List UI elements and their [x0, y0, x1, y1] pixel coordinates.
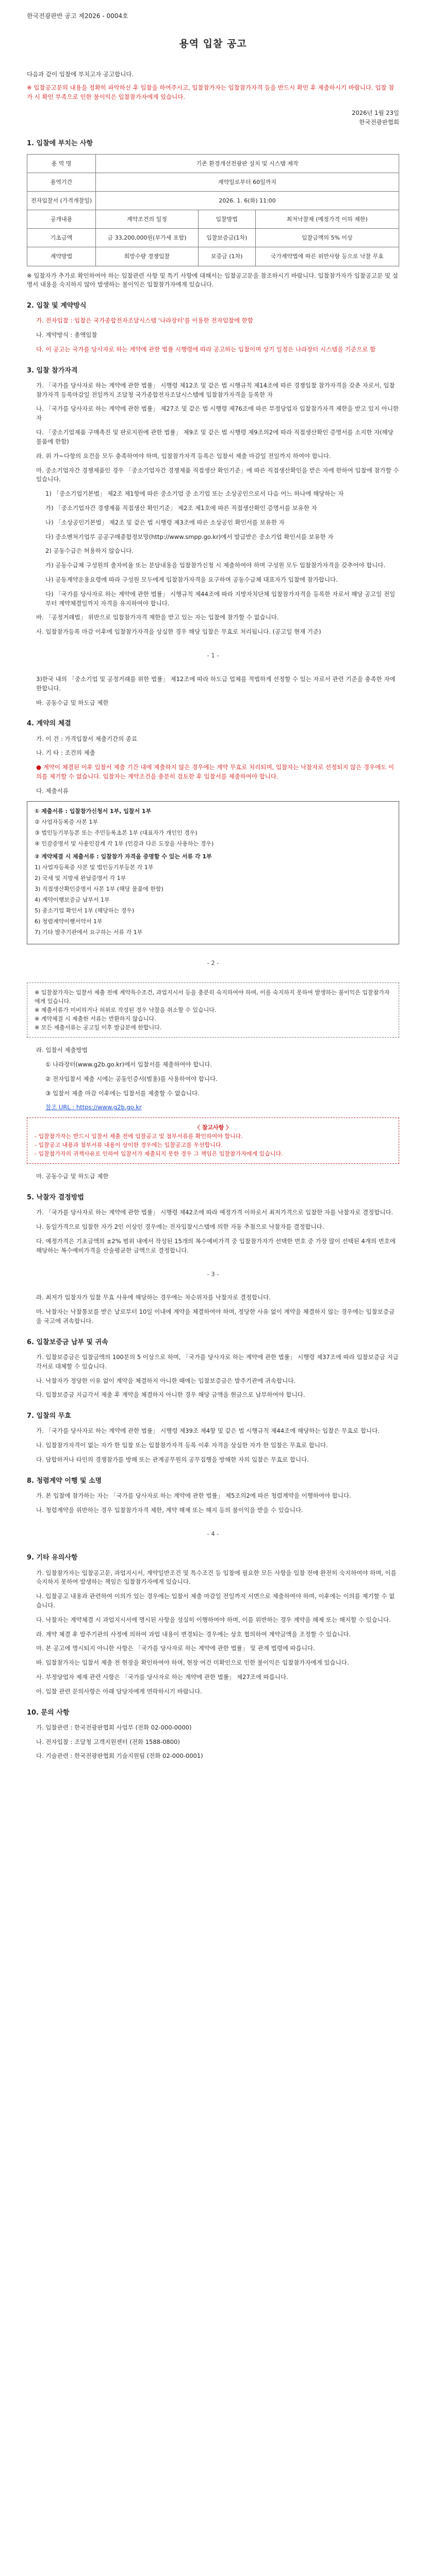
box-heading: 〈 참고사항 〉: [194, 1124, 232, 1131]
list-item: 다. 예정가격은 기초금액의 ±2% 범위 내에서 작성된 15개의 복수예비가격 중 입찰참가자가 선택한 번호 중 가장 많이 선택된 4개의 번호에 해당하는 복수예비가격을 산술평균한 금액으로 결정합니다.: [36, 1238, 396, 1254]
intro-warning: ※ 입찰공고문의 내용을 정확히 파악하신 후 입찰을 하여주시고, 입찰참가자는 입찰참가자격 등을 반드시 확인 후 제출하시기 바랍니다. 입찰 참가 시 확인 부족으로 인한 불이익은 입찰참가자에게 있습니다.: [27, 83, 395, 100]
table-row: [27, 155, 399, 173]
list-item: 나) 「소상공인기본법」 제2조 및 같은 법 시행령 제3조에 따른 소상공인 확인서를 보유한 자: [45, 518, 285, 526]
list-item: 가. 입찰참가자는 입찰공고문, 과업지시서, 계약일반조건 및 특수조건 등 입찰에 필요한 모든 사항을 입찰 전에 완전히 숙지하여야 하며, 이를 숙지하지 못하여 발생하는 책임은 입찰참가자에게 있습니다.: [36, 1569, 397, 1586]
sub-title: 다. 제출서류: [36, 787, 69, 794]
list-item: 가) 「중소기업자간 경쟁제품 직접생산 확인기준」 제2조 제1호에 따른 직접생산확인 증명서를 보유한 자: [45, 504, 317, 512]
list-item: 나. 계약방식 : 총액입찰: [36, 331, 97, 339]
table-cell: 입찰보증금(1차): [198, 229, 255, 247]
list-item: ③ 입찰서 제출 마감 이후에는 입찰서를 제출할 수 없습니다.: [45, 1089, 200, 1097]
bid-info-table: [27, 154, 399, 266]
list-item: 다. 이 공고는 국가를 당사자로 하는 계약에 관한 법률 시행령에 따라 공고하는 입찰이며 상기 일정은 나라장터 시스템을 기준으로 함: [36, 345, 376, 353]
list-item: 마. 공동수급 및 하도급 제한: [36, 1173, 109, 1180]
table-row: [27, 192, 399, 210]
list-item: 라. 최저가 입찰자가 입찰 무효 사유에 해당하는 경우에는 차순위자를 낙찰자로 결정합니다.: [36, 1294, 271, 1301]
list-item: 나. 「국가를 당사자로 하는 계약에 관한 법률」 제27조 및 같은 법 시행령 제76조에 따른 부정당업자 입찰참가자격 제한을 받고 있지 아니한 자: [36, 405, 399, 422]
table-label: 용 역 명: [27, 155, 96, 173]
section-10-title: 10. 문의 사항: [27, 1708, 70, 1717]
page-number: - 3 -: [207, 1270, 219, 1278]
paragraph: 3)한국 내의 「중소기업 및 공정거래를 위한 법률」 제12조에 따라 하도급 업체를 적법하게 선정할 수 있는 자로서 관련 기준을 충족한 자에 한합니다.: [36, 675, 396, 692]
box-line: 6) 청렴계약이행서약서 1부: [35, 918, 103, 925]
list-item: ① 나라장터(www.g2b.go.kr)에서 입찰서를 제출하여야 합니다.: [45, 1060, 212, 1068]
section-2-title: 2. 입찰 및 계약방식: [27, 302, 87, 310]
list-item: 마. 낙찰자는 낙찰통보를 받은 날로부터 10일 이내에 계약을 체결하여야 하며, 정당한 사유 없이 계약을 체결하지 않는 경우에는 입찰보증금을 국고에 귀속합니다.: [36, 1308, 395, 1325]
box-line: - 입찰공고 내용과 첨부서류 내용이 상이한 경우에는 입찰공고를 우선합니다.: [35, 1142, 223, 1149]
list-item: 라. 입찰서 제출방법: [36, 1046, 88, 1054]
box-heading: ① 제출서류 : 입찰참가신청서 1부, 입찰서 1부: [35, 807, 152, 815]
table-cell: 국가계약법에 따른 위반사항 등으로 낙찰 무효: [255, 247, 399, 266]
reference-box: [27, 1117, 399, 1164]
table-cell: 입찰방법: [198, 210, 255, 229]
section-4-title: 4. 계약의 체결: [27, 720, 71, 728]
list-item: 다. 「중소기업제품 구매촉진 및 판로지원에 관한 법률」 제9조 및 같은 법 시행령 제9조의2에 따라 직접생산확인 증명서를 소지한 자(해당 물품에 한함): [36, 429, 394, 445]
table-row: [27, 173, 399, 192]
list-item: 라. 계약 체결 후 발주기관의 사정에 의하여 과업 내용이 변경되는 경우에는 상호 협의하여 계약금액을 조정할 수 있습니다.: [36, 1630, 351, 1638]
table-cell: 최저낙찰제 (예정가격 이하 제한): [255, 210, 399, 229]
g2b-link[interactable]: 참조 URL : https://www.g2b.go.kr: [45, 1104, 142, 1111]
section-5-title: 5. 낙찰자 결정방법: [27, 1194, 84, 1202]
list-item: 다) 중소벤처기업부 공공구매종합정보망(http://www.smpp.go.kr)에서 발급받은 중소기업 확인서를 보유한 자: [45, 533, 334, 540]
list-item: 다. 기술관련 : 한국전광판협회 기술지원팀 (전화 02-000-0001): [36, 1752, 203, 1760]
box-line: - 입찰참가자는 반드시 입찰서 제출 전에 입찰공고 및 첨부서류를 확인하여야 합니다.: [35, 1133, 243, 1140]
intro-text: 다음과 같이 입찰에 부치고자 공고합니다.: [27, 71, 134, 78]
box-line: ※ 입찰참가자는 입찰서 제출 전에 계약특수조건, 과업지시서 등을 충분히 숙지하여야 하며, 이를 숙지하지 못하여 발생하는 불이익은 입찰참가자에게 있습니다.: [35, 989, 390, 1005]
box-line: ② 사업자등록증 사본 1부: [35, 818, 98, 825]
list-item: 나. 기 타 : 조건의 제출: [36, 749, 95, 757]
box-heading: ② 계약체결 시 제출서류 : 입찰참가 자격을 증명할 수 있는 서류 각 1부: [35, 853, 212, 860]
sub-title: 2) 공동수급은 허용하지 않습니다.: [45, 547, 134, 555]
box-line: ※ 계약체결 시 제출한 서류는 반환하지 않습니다.: [35, 1015, 156, 1023]
issuer-name: 한국전광판협회: [359, 118, 399, 126]
box-line: 5) 중소기업 확인서 1부 (해당하는 경우): [35, 907, 135, 914]
list-item: 나. 입찰공고 내용과 관련하여 이의가 있는 경우에는 입찰서 제출 마감일 전일까지 서면으로 제출하여야 하며, 이후에는 이의를 제기할 수 없습니다.: [36, 1592, 395, 1609]
list-item: 아. 입찰 관련 문의사항은 아래 담당자에게 연락하시기 바랍니다.: [36, 1687, 202, 1695]
section-6-title: 6. 입찰보증금 납부 및 귀속: [27, 1338, 108, 1346]
table-label: 전자입찰서 (가격개찰일): [27, 192, 96, 210]
table-cell: 입찰금액의 5% 이상: [255, 229, 399, 247]
list-item: 가. 「국가를 당사자로 하는 계약에 관한 법률」 시행령 제39조 제4항 및 같은 법 시행규칙 제44조에 해당하는 입찰은 무효로 합니다.: [36, 1427, 380, 1435]
section-1-title: 1. 입찰에 부치는 사항: [27, 140, 93, 148]
list-item: 마. 중소기업자간 경쟁제품인 경우 「중소기업자간 경쟁제품 직접생산 확인기준」에 따른 직접생산확인을 받은 자에 한하여 입찰에 참가할 수 있습니다.: [36, 466, 399, 483]
box-line: 1) 사업자등록증 사본 및 법인등기부등본 각 1부: [35, 863, 154, 871]
list-item: 나. 전자입찰 : 조달청 고객지원센터 (전화 1588-0800): [36, 1738, 180, 1745]
section-8-title: 8. 청렴계약 이행 및 소명: [27, 1477, 102, 1485]
table-cell: 계약조건의 일정: [96, 210, 199, 229]
table-row: [27, 210, 399, 229]
table-label: 용역기간: [27, 173, 96, 192]
table-label: 계약방법: [27, 247, 96, 266]
list-item: 가. 「국가를 당사자로 하는 계약에 관한 법률」 시행령 제42조에 따라 예정가격 이하로서 최저가격으로 입찰한 자를 낙찰자로 결정합니다.: [36, 1209, 394, 1216]
warning-text: ● 계약이 체결된 이후 입찰서 제출 기간 내에 제출하지 않은 경우에는 계약 무효로 처리되며, 입찰자는 낙찰자로 선정되지 않은 경우에도 이의를 제기할 수 없습니다. 입찰자는 계약조건을 충분히 검토한 후 입찰서를 제출하여야 합니다.: [36, 764, 395, 780]
list-item: 바. 입찰참가자는 입찰서 제출 전 현장을 확인하여야 하며, 현장 여건 미확인으로 인한 불이익은 입찰참가자에게 있습니다.: [36, 1659, 349, 1667]
section-1-note: ※ 입찰자가 추가로 확인하여야 하는 입찰관련 사항 및 특기 사항에 대해서는 입찰공고문을 참조하시기 바랍니다. 입찰참가자가 입찰공고문 및 설명서 내용을 숙지하지 않아 발생하는 불이익은 입찰참가자에게 있습니다.: [27, 272, 398, 289]
list-item: 다. 담합하거나 타인의 경쟁참가를 방해 또는 관계공무원의 공무집행을 방해한 자의 입찰은 무효로 합니다.: [36, 1456, 309, 1464]
list-item: 나. 입찰참가자격이 없는 자가 한 입찰 또는 입찰참가자격 등록 이후 자격을 상실한 자가 한 입찰은 무효로 합니다.: [36, 1442, 328, 1449]
list-item: 가. 입찰보증금은 입찰금액의 100분의 5 이상으로 하며, 「국가를 당사자로 하는 계약에 관한 법률」 시행령 제37조에 따라 입찰보증금 지급각서로 대체할 수 있습니다.: [36, 1353, 399, 1370]
box-line: 3) 직접생산확인증명서 사본 1부 (해당 물품에 한함): [35, 885, 163, 892]
page-number: - 1 -: [207, 652, 219, 659]
table-value: 계약일로부터 60일까지: [96, 173, 399, 192]
box-line: ④ 인감증명서 및 사용인감계 각 1부 (인감과 다른 도장을 사용하는 경우): [35, 840, 214, 847]
list-item: 가. 본 입찰에 참가하는 자는 「국가를 당사자로 하는 계약에 관한 법률」 제5조의2에 따른 청렴계약을 이행하여야 합니다.: [36, 1492, 351, 1499]
table-cell: 보증금 (1차): [198, 247, 255, 266]
list-item: 가. 입찰관련 : 한국전광판협회 사업부 (전화 02-000-0000): [36, 1723, 192, 1731]
list-item: 다) 「국가를 당사자로 하는 계약에 관한 법률」 시행규칙 제44조에 따라 지방자치단체 입찰참가자격을 등록한 자로서 해당 공고일 전일부터 계약체결일까지 자격을 유지하여야 합니다.: [45, 590, 396, 607]
list-item: 다. 입찰보증금 지급각서 제출 후 계약을 체결하지 아니한 경우 해당 금액을 현금으로 납부하여야 합니다.: [36, 1391, 305, 1399]
sub-title: 1) 「중소기업기본법」 제2조 제1항에 따른 중소기업 중 소기업 또는 소상공인으로서 다음 어느 하나에 해당하는 자: [45, 490, 344, 498]
list-item: 다. 낙찰자는 계약체결 시 과업지시서에 명시된 사항을 성실히 이행하여야 하며, 이를 위반하는 경우 계약을 해제 또는 해지할 수 있습니다.: [36, 1616, 391, 1623]
box-line: 4) 계약이행보증금 납부서 1부: [35, 896, 110, 903]
table-label: 기초금액: [27, 229, 96, 247]
document-title: 용역 입찰 공고: [179, 38, 247, 49]
page-number: - 2 -: [207, 959, 219, 967]
list-item: 바. 「공정거래법」 위반으로 입찰참가자격 제한을 받고 있는 자는 입찰에 참가할 수 없습니다.: [36, 614, 279, 621]
box-line: ③ 법인등기부등본 또는 주민등록초본 1부 (대표자가 개인인 경우): [35, 829, 198, 836]
table-value: 기존 환경개선전광판 설치 및 시스템 제작: [96, 155, 399, 173]
required-documents-box: [27, 801, 399, 945]
list-item: 라. 위 가~다항의 요건을 모두 충족하여야 하며, 입찰참가자격 등록은 입찰서 제출 마감일 전일까지 하여야 합니다.: [36, 452, 331, 460]
paragraph: 바. 공동수급 및 하도급 제한: [36, 699, 109, 706]
page-number: - 4 -: [207, 1530, 219, 1537]
table-row: [27, 247, 399, 266]
list-item: 마. 본 공고에 명시되지 아니한 사항은 「국가를 당사자로 하는 계약에 관한 법률」 및 관계 법령에 따릅니다.: [36, 1645, 315, 1652]
table-row: [27, 229, 399, 247]
notice-number: 한국전광판반 공고 제2026 - 0004호: [27, 12, 128, 20]
section-9-title: 9. 기타 유의사항: [27, 1554, 78, 1562]
list-item: 나) 공동계약운용요령에 따라 구성원 모두에게 입찰참가자격을 요구하며 공동수급체 대표자가 입찰에 참가합니다.: [45, 576, 338, 584]
list-item: 가. 전자입찰 : 입찰은 국가종합전자조달시스템 '나라장터'를 이용한 전자입찰에 한함: [36, 317, 253, 325]
list-item: 가. 이 건 : 가격입찰서 제출기간의 종료: [36, 735, 138, 742]
box-line: 7) 기타 발주기관에서 요구하는 서류 각 1부: [35, 929, 143, 936]
table-value: 2026. 1. 6(화) 11:00: [96, 192, 399, 210]
list-item: 사. 입찰참가등록 마감 이후에 입찰참가자격을 상실한 경우 해당 입찰은 무효로 처리됩니다. (공고일 현재 기준): [36, 628, 321, 636]
list-item: ② 전자입찰서 제출 시에는 공동인증서(범용)를 사용하여야 합니다.: [45, 1075, 218, 1082]
list-item: 가. 「국가를 당사자로 하는 계약에 관한 법률」 시행령 제12조 및 같은 법 시행규칙 제14조에 따른 경쟁입찰 참가자격을 갖춘 자로서, 입찰참가자격 등록마감일 전일까지 조달청 국가종합전자조달시스템에 입찰참가자격을 등록한 자: [36, 381, 395, 398]
list-item: 사. 부정당업자 제재 관련 사항은 「국가를 당사자로 하는 계약에 관한 법률」 제27조에 따릅니다.: [36, 1673, 288, 1681]
list-item: 나. 청렴계약을 위반하는 경우 입찰참가자격 제한, 계약 해제 또는 해지 등의 불이익을 받을 수 있습니다.: [36, 1506, 303, 1514]
table-cell: 금 33,200,000원(부가세 포함): [96, 229, 199, 247]
list-item: 나. 낙찰자가 정당한 이유 없이 계약을 체결하지 아니한 때에는 입찰보증금은 발주기관에 귀속합니다.: [36, 1377, 296, 1384]
box-line: - 입찰참가자의 귀책사유로 인하여 입찰서가 제출되지 못한 경우 그 책임은 입찰참가자에게 있습니다.: [35, 1150, 283, 1158]
notice-box: [27, 982, 399, 1038]
box-line: 2) 국세 및 지방세 완납증명서 각 1부: [35, 874, 126, 882]
table-label: 공개내용: [27, 210, 96, 229]
box-line: ※ 제출서류가 미비하거나 허위로 작성된 경우 낙찰을 취소할 수 있습니다.: [35, 1007, 217, 1014]
table-cell: 희망수량 경쟁입찰: [96, 247, 199, 266]
section-3-title: 3. 입찰 참가자격: [27, 366, 78, 375]
issue-date: 2026년 1월 23일: [352, 109, 399, 117]
section-7-title: 7. 입찰의 무효: [27, 1412, 71, 1420]
list-item: 나. 동일가격으로 입찰한 자가 2인 이상인 경우에는 전자입찰시스템에 의한 자동 추첨으로 낙찰자를 결정합니다.: [36, 1223, 324, 1231]
box-line: ※ 모든 제출서류는 공고일 이후 발급분에 한합니다.: [35, 1024, 162, 1031]
list-item: 가) 공동수급체 구성원의 출자비율 또는 분담내용을 입찰참가신청 시 제출하여야 하며 구성원 모두 입찰참가자격을 갖추어야 합니다.: [45, 562, 386, 569]
